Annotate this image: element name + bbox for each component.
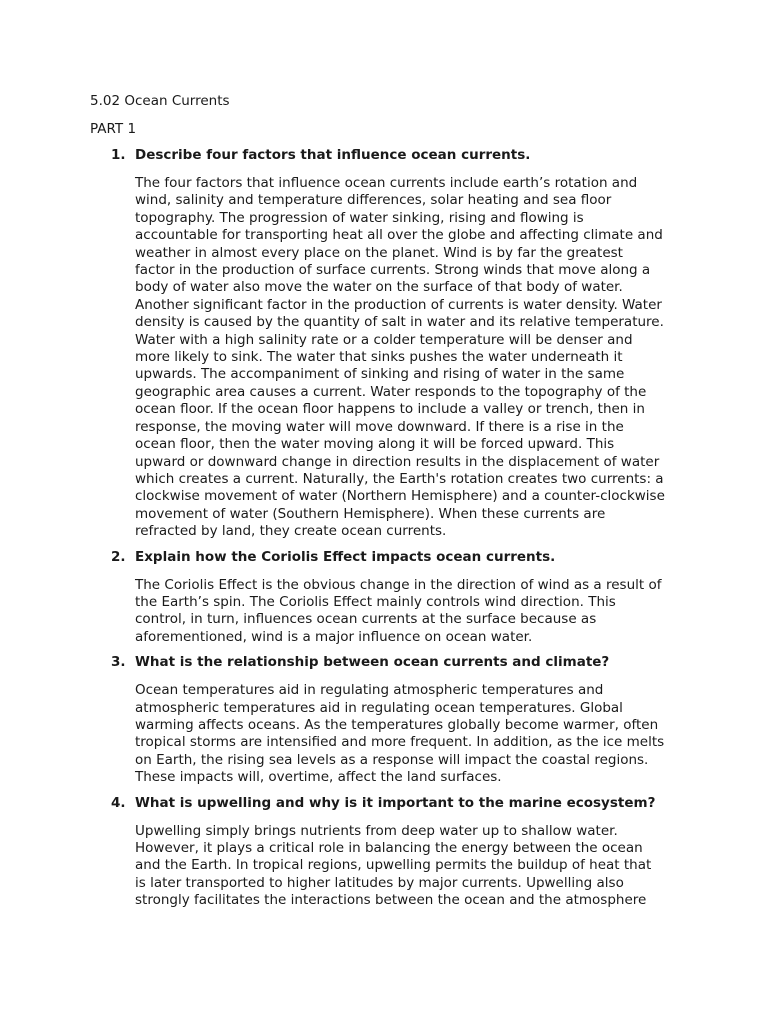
question-item-4 bbox=[0, 794, 768, 910]
question-text: What is upwelling and why is it important to the marine ecosystem? bbox=[135, 794, 656, 811]
answer-paragraph: Ocean temperatures aid in regulating atmospheric temperatures and atmospheric temperatures aid in regulating ocean temperatures. Global warming affects oceans. As the temperatures globally become warmer, often tropical storms are intensified and more frequent. In addition, as the ice melts on Earth, the rising sea levels as a response will impact the coastal regions. These impacts will, overtime, affect the land surfaces. bbox=[135, 682, 665, 786]
part-label: PART 1 bbox=[90, 121, 137, 137]
question-item-2 bbox=[0, 548, 768, 647]
question-number: 3. bbox=[111, 654, 126, 671]
question-number: 1. bbox=[111, 147, 126, 163]
document-title: 5.02 Ocean Currents bbox=[90, 93, 230, 109]
question-list bbox=[0, 146, 768, 917]
question-text: What is the relationship between ocean currents and climate? bbox=[135, 654, 610, 671]
question-item-3 bbox=[0, 653, 768, 786]
answer-paragraph: The four factors that influence ocean currents include earth’s rotation and wind, salinity and temperature differences, solar heating and sea floor topography. The progression of water sinking, rising and flowing is accountable for transporting heat all over the globe and affecting climate and weather in almost every place on the planet. Wind is by far the greatest factor in the production of surface currents. Strong winds that move along a body of water also move the water on the surface of that body of water. Another significant factor in the production of currents is water density. Water density is caused by the quantity of salt in water and its relative temperature. Water with a high salinity rate or a colder temperature will be denser and more likely to sink. The water that sinks pushes the water underneath it upwards. The accompaniment of sinking and rising of water in the same geographic area causes a current. Water responds to the topography of the ocean floor. If the ocean floor happens to include a valley or trench, then in response, the moving water will move downward. If there is a rise in the ocean floor, then the water moving along it will be forced upward. This upward or downward change in direction results in the displacement of water which creates a current. Naturally, the Earth's rotation creates two currents: a clockwise movement of water (Northern Hemisphere) and a counter-clockwise movement of water (Southern Hemisphere). When these currents are refracted by land, they create ocean currents. bbox=[135, 175, 665, 540]
answer-paragraph: Upwelling simply brings nutrients from deep water up to shallow water. However, it plays a critical role in balancing the energy between the ocean and the Earth. In tropical regions, upwelling permits the buildup of heat that is later transported to higher latitudes by major currents. Upwelling also strongly facilitates the interactions between the ocean and the atmosphere bbox=[135, 822, 652, 909]
question-text: Explain how the Coriolis Effect impacts ocean currents. bbox=[135, 548, 556, 565]
question-number: 4. bbox=[111, 794, 126, 811]
question-item-1 bbox=[0, 146, 768, 541]
question-text: Describe four factors that influence ocean currents. bbox=[135, 147, 531, 163]
answer-paragraph: The Coriolis Effect is the obvious change in the direction of wind as a result of the Earth’s spin. The Coriolis Effect mainly controls wind direction. This control, in turn, influences ocean currents at the surface because as aforementioned, wind is a major influence on ocean water. bbox=[135, 576, 662, 645]
question-number: 2. bbox=[111, 548, 126, 565]
